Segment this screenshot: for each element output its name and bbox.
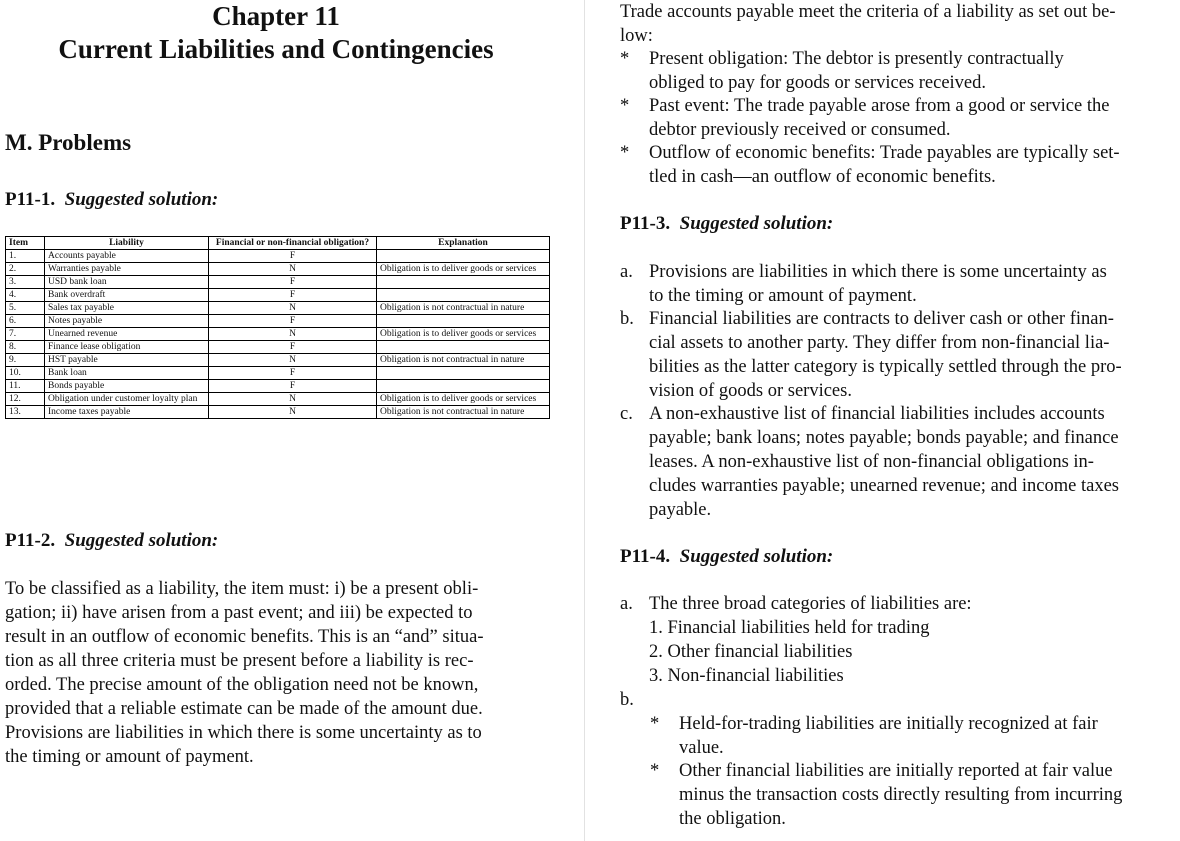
list-marker: b.	[620, 690, 634, 710]
p11-2-body	[5, 577, 565, 769]
table-cell-item: 2.	[6, 263, 45, 276]
body-line: Provisions are liabilities in which there is some uncertainty as to	[5, 723, 482, 743]
body-line: Provisions are liabilities in which there is some uncertainty as	[649, 262, 1107, 282]
body-line: bilities as the latter category is typically settled through the pro-	[649, 357, 1122, 377]
table-row	[6, 302, 550, 315]
list-marker: c.	[620, 404, 633, 424]
table-row	[6, 393, 550, 406]
section-heading: M. Problems	[5, 130, 132, 155]
table-cell-explanation	[377, 289, 550, 302]
list-marker: a.	[620, 594, 633, 614]
header-item: Item	[6, 237, 45, 250]
table-cell-liability: USD bank loan	[45, 276, 209, 289]
p11-4-heading	[620, 546, 833, 568]
table-cell-explanation: Obligation is not contractual in nature	[377, 302, 550, 315]
table-cell-item: 3.	[6, 276, 45, 289]
table-cell-explanation: Obligation is not contractual in nature	[377, 354, 550, 367]
table-cell-liability: Unearned revenue	[45, 328, 209, 341]
p11-4-label: P11-4.	[620, 546, 671, 567]
chapter-title	[0, 0, 552, 66]
table-cell-type: F	[209, 380, 377, 393]
table-cell-liability: Bank overdraft	[45, 289, 209, 302]
body-line: tled in cash—an outflow of economic benefits.	[649, 167, 996, 187]
table-cell-explanation	[377, 367, 550, 380]
table-cell-item: 13.	[6, 406, 45, 419]
body-line: the obligation.	[679, 809, 786, 829]
liabilities-table	[5, 236, 550, 419]
p11-3-label: P11-3.	[620, 213, 671, 234]
body-line: value.	[679, 738, 724, 758]
body-line: obliged to pay for goods or services received.	[649, 73, 987, 93]
bullet-marker: *	[650, 761, 660, 781]
table-row	[6, 367, 550, 380]
table-cell-item: 10.	[6, 367, 45, 380]
table-cell-type: N	[209, 406, 377, 419]
header-liability: Liability	[45, 237, 209, 250]
table-cell-item: 6.	[6, 315, 45, 328]
table-row	[6, 328, 550, 341]
table-row	[6, 354, 550, 367]
p11-1-title: Suggested solution:	[64, 189, 219, 210]
table-cell-type: N	[209, 263, 377, 276]
bullet-marker: *	[620, 143, 630, 163]
table-cell-liability: Bank loan	[45, 367, 209, 380]
table-cell-item: 4.	[6, 289, 45, 302]
table-cell-type: N	[209, 302, 377, 315]
table-cell-item: 9.	[6, 354, 45, 367]
body-line: result in an outflow of economic benefits. This is an “and” situa-	[5, 627, 484, 647]
table-cell-explanation: Obligation is to deliver goods or services	[377, 328, 550, 341]
table-cell-liability: Finance lease obligation	[45, 341, 209, 354]
list-marker: b.	[620, 309, 634, 329]
body-line: Other financial liabilities are initially reported at fair value	[679, 761, 1113, 781]
body-line: The three broad categories of liabilities are:	[649, 594, 972, 614]
table-cell-type: F	[209, 367, 377, 380]
table-row	[6, 276, 550, 289]
p11-4-title: Suggested solution:	[679, 546, 834, 567]
table-row	[6, 263, 550, 276]
table-cell-explanation	[377, 315, 550, 328]
table-cell-liability: Warranties payable	[45, 263, 209, 276]
table-cell-explanation	[377, 341, 550, 354]
table-cell-liability: Income taxes payable	[45, 406, 209, 419]
table-cell-explanation: Obligation is not contractual in nature	[377, 406, 550, 419]
table-cell-item: 5.	[6, 302, 45, 315]
left-page	[0, 0, 584, 841]
list-marker: a.	[620, 262, 633, 282]
table-cell-item: 8.	[6, 341, 45, 354]
p11-1-heading	[5, 189, 218, 211]
intro-text	[620, 0, 1170, 48]
table-cell-item: 11.	[6, 380, 45, 393]
header-type: Financial or non-financial obligation?	[209, 237, 377, 250]
body-line: A non-exhaustive list of financial liabilities includes accounts	[649, 404, 1105, 424]
table-row	[6, 380, 550, 393]
body-line: provided that a reliable estimate can be made of the amount due.	[5, 699, 483, 719]
body-line: payable.	[649, 500, 712, 520]
body-line: vision of goods or services.	[649, 381, 852, 401]
body-line: Present obligation: The debtor is presently contractually	[649, 49, 1064, 69]
category-item: 1. Financial liabilities held for trading	[649, 618, 930, 638]
bullet-marker: *	[620, 49, 630, 69]
body-line: minus the transaction costs directly resulting from incurring	[679, 785, 1123, 805]
table-cell-item: 7.	[6, 328, 45, 341]
header-explanation: Explanation	[377, 237, 550, 250]
table-cell-type: F	[209, 341, 377, 354]
table-cell-type: F	[209, 276, 377, 289]
body-line: payable; bank loans; notes payable; bonds payable; and finance	[649, 428, 1119, 448]
table-cell-liability: Sales tax payable	[45, 302, 209, 315]
table-cell-type: N	[209, 328, 377, 341]
table-cell-liability: Notes payable	[45, 315, 209, 328]
table-cell-liability: HST payable	[45, 354, 209, 367]
body-line: Past event: The trade payable arose from a good or service the	[649, 96, 1110, 116]
table-cell-item: 1.	[6, 250, 45, 263]
table-cell-type: F	[209, 250, 377, 263]
table-cell-item: 12.	[6, 393, 45, 406]
table-cell-explanation: Obligation is to deliver goods or services	[377, 393, 550, 406]
table-cell-type: N	[209, 393, 377, 406]
table-row	[6, 406, 550, 419]
bullet-marker: *	[650, 714, 660, 734]
right-page	[585, 0, 1180, 841]
body-line: cial assets to another party. They differ from non-financial lia-	[649, 333, 1110, 353]
body-line: Financial liabilities are contracts to deliver cash or other finan-	[649, 309, 1114, 329]
body-line: to the timing or amount of payment.	[649, 286, 917, 306]
p11-1-label: P11-1.	[5, 189, 56, 210]
body-line: gation; ii) have arisen from a past event; and iii) be expected to	[5, 603, 473, 623]
table-cell-explanation: Obligation is to deliver goods or services	[377, 263, 550, 276]
table-row	[6, 341, 550, 354]
p11-3-heading	[620, 213, 833, 235]
p11-2-label: P11-2.	[5, 530, 56, 551]
table-cell-explanation	[377, 276, 550, 289]
table-cell-liability: Bonds payable	[45, 380, 209, 393]
table-row	[6, 289, 550, 302]
body-line: the timing or amount of payment.	[5, 747, 254, 767]
chapter-number: Chapter 11	[212, 1, 340, 31]
table-cell-explanation	[377, 380, 550, 393]
table-cell-type: F	[209, 315, 377, 328]
category-item: 2. Other financial liabilities	[649, 642, 853, 662]
chapter-name: Current Liabilities and Contingencies	[58, 34, 494, 64]
table-header-row	[6, 237, 550, 250]
table-cell-liability: Accounts payable	[45, 250, 209, 263]
p11-2-title: Suggested solution:	[64, 530, 219, 551]
p11-3-title: Suggested solution:	[679, 213, 834, 234]
body-line: debtor previously received or consumed.	[649, 120, 951, 140]
body-line: leases. A non-exhaustive list of non-financial obligations in-	[649, 452, 1094, 472]
body-line: tion as all three criteria must be present before a liability is rec-	[5, 651, 474, 671]
table-row	[6, 315, 550, 328]
category-item: 3. Non-financial liabilities	[649, 666, 844, 686]
body-line: Outflow of economic benefits: Trade payables are typically set-	[649, 143, 1120, 163]
table-cell-type: N	[209, 354, 377, 367]
table-row	[6, 250, 550, 263]
body-line: Held-for-trading liabilities are initially recognized at fair	[679, 714, 1098, 734]
body-line: Trade accounts payable meet the criteria of a liability as set out be-	[620, 2, 1116, 22]
body-line: orded. The precise amount of the obligation need not be known,	[5, 675, 479, 695]
table-cell-type: F	[209, 289, 377, 302]
body-line: low:	[620, 26, 653, 46]
table-cell-liability: Obligation under customer loyalty plan	[45, 393, 209, 406]
p11-2-heading	[5, 530, 218, 552]
bullet-marker: *	[620, 96, 630, 116]
table-cell-explanation	[377, 250, 550, 263]
body-line: To be classified as a liability, the item must: i) be a present obli-	[5, 579, 479, 599]
body-line: cludes warranties payable; unearned revenue; and income taxes	[649, 476, 1119, 496]
